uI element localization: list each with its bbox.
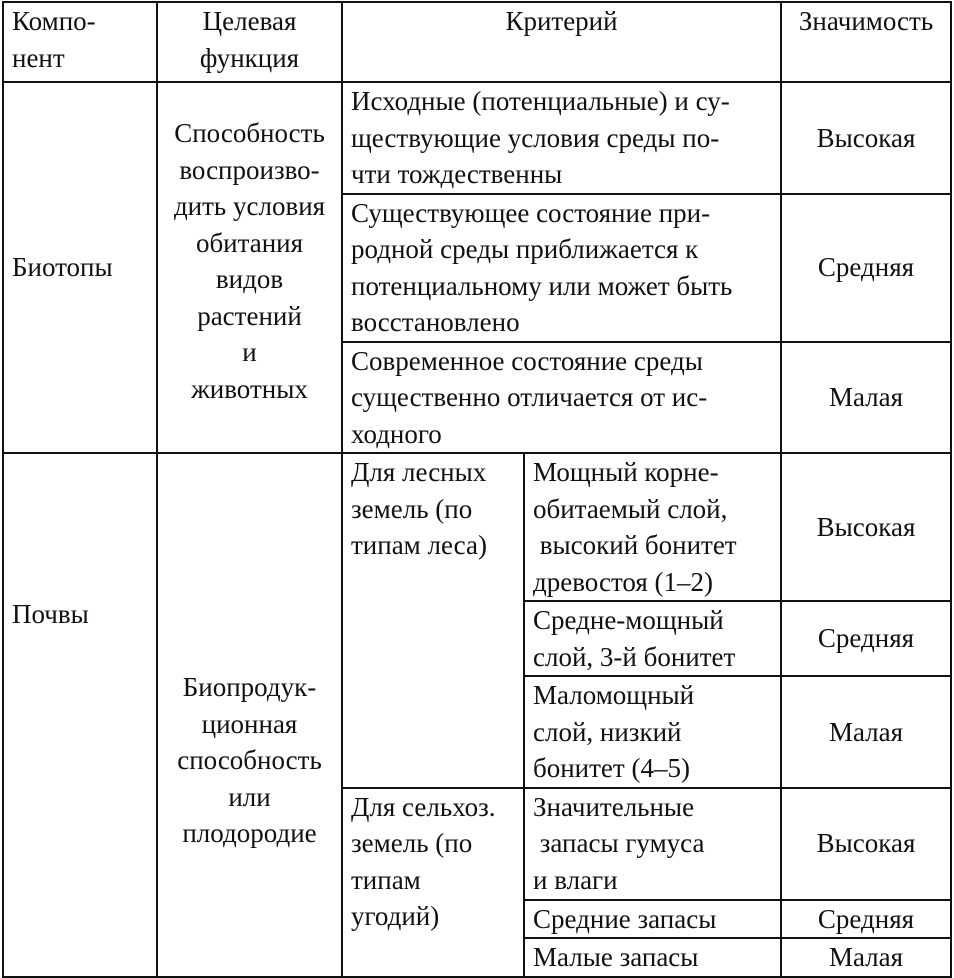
forest-significance-2: Средняя xyxy=(781,601,951,676)
header-criterion: Критерий xyxy=(342,2,781,82)
soils-function: Биопродук- ционная способность или плодородие xyxy=(157,453,342,977)
biotopes-criterion-1: Исходные (потенциальные) и су- ществующие условия среды по- чти тождественны xyxy=(342,82,781,194)
biotopes-significance-1: Высокая xyxy=(781,82,951,194)
header-function: Целевая функция xyxy=(157,2,342,82)
agri-significance-1: Высокая xyxy=(781,788,951,900)
agri-label: Для сельхоз. земель (по типам угодий) xyxy=(342,788,524,977)
biotopes-function: Способность воспроизво- дить условия обитания видов растений и животных xyxy=(157,82,342,453)
biotopes-significance-2: Средняя xyxy=(781,194,951,342)
soils-component: Почвы xyxy=(3,453,157,977)
table-row xyxy=(3,82,951,194)
forest-significance-3: Малая xyxy=(781,676,951,788)
forest-criterion-1: Мощный корне- обитаемый слой, высокий бонитет древостоя (1–2) xyxy=(524,453,781,601)
agri-criterion-2: Средние запасы xyxy=(524,900,781,939)
forest-criterion-2: Средне-мощный слой, 3-й бонитет xyxy=(524,601,781,676)
agri-criterion-1: Значительные запасы гумуса и влаги xyxy=(524,788,781,900)
assessment-table xyxy=(2,1,952,978)
header-row xyxy=(3,2,951,82)
biotopes-significance-3: Малая xyxy=(781,342,951,454)
table-row xyxy=(3,453,951,601)
forest-significance-1: Высокая xyxy=(781,453,951,601)
forest-criterion-3: Маломощный слой, низкий бонитет (4–5) xyxy=(524,676,781,788)
forest-label: Для лесных земель (по типам леса) xyxy=(342,453,524,788)
biotopes-component: Биотопы xyxy=(3,82,157,453)
header-significance: Значимость xyxy=(781,2,951,82)
agri-criterion-3: Малые запасы xyxy=(524,938,781,977)
header-component: Компо- нент xyxy=(3,2,157,82)
biotopes-criterion-2: Существующее состояние при- родной среды приближается к потенциальному или может быть восстановлено xyxy=(342,194,781,342)
biotopes-criterion-3: Современное состояние среды существенно отличается от ис- ходного xyxy=(342,342,781,454)
agri-significance-3: Малая xyxy=(781,938,951,977)
agri-significance-2: Средняя xyxy=(781,900,951,939)
